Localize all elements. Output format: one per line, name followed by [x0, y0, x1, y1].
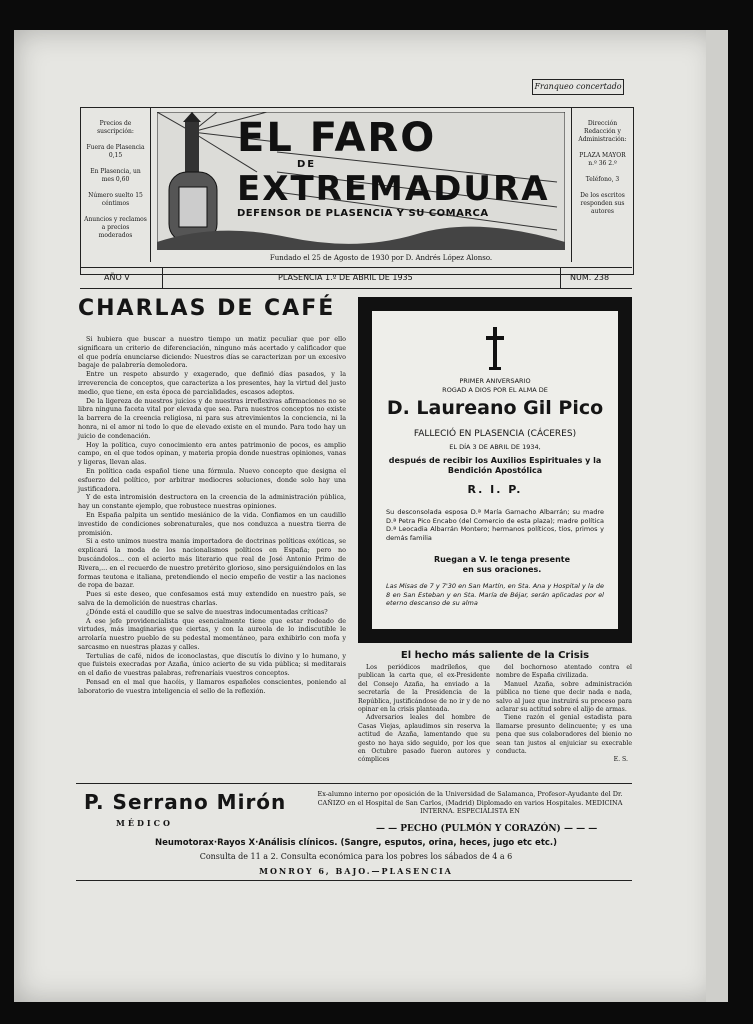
article-title: CHARLAS DE CAFÉ — [78, 296, 336, 321]
obituary-sacraments: después de recibir los Auxilios Espirituales y la Bendición Apostólica — [388, 456, 602, 475]
obituary-masses: Las Misas de 7 y 7'30 en San Martín, en Sta. Ana y Hospital y la de 8 en San Esteban y en Sta. María de Béjar, serán aplicadas por el eterno descanso de su alma — [386, 582, 604, 607]
ad-address: MONROY 6, BAJO.—PLASENCIA — [259, 866, 453, 876]
price-line: Fuera de Plasencia 0,15 — [86, 144, 145, 159]
crisis-column-1 — [358, 664, 490, 765]
doctor-advertisement — [76, 783, 632, 881]
obituary-family: Su desconsolada esposa D.ª María Garnacho Albarrán; su madre D.ª Petra Pico Encabo (del Comercio de esta plaza); madre política D.ª Leocadia Albarrán Montero; hermanos políticos, tíos, primos y demás familia — [386, 508, 604, 542]
ad-doctor-name: P. Serrano Mirón — [84, 790, 287, 814]
issue-year: AÑO V — [104, 273, 130, 282]
article-paragraph: Y de esta intromisión destructora en la creencia de la administración pública, hay un constante ejemplo, que robustece nuestras opiniones. — [78, 493, 346, 511]
article-paragraph: En España palpita un sentido mesiánico de la vida. Confiamos en un caudillo investido de condiciones sobrenaturales, que nos conduzca a nuestra tierra de promisión. — [78, 510, 346, 537]
crisis-title: El hecho más saliente de la Crisis — [400, 650, 590, 661]
article-paragraph: Si a esto unimos nuestra manía importadora de doctrinas políticas exóticas, se explicará la moda de los nacionalismos políticos en España; pero no buscándolos... con el acierto más literario que real de José Antonio Primo de Rivera,... en el recuerdo de nuestro pretérito glorioso, sino persiguiéndolos en las formas teutona e italiana, pretendiendo el necio empeño de vestir a las naciones de ropa de bazar. — [78, 537, 346, 590]
crisis-paragraph: Tiene razón el genial estadista para llamarse presunto delincuente; y es una pena que sus colaboradores del bienio no sean tan justos al enjuiciar su execrable conducta. — [496, 714, 632, 756]
newspaper-title — [237, 116, 567, 220]
title-line-1: EL FARO — [237, 115, 437, 161]
obituary-rip: R. I. P. — [467, 483, 523, 496]
title-de: DE — [297, 159, 317, 170]
price-line: En Plasencia, un mes 0,60 — [90, 168, 141, 183]
ad-consult-hours: Consulta de 11 a 2. Consulta económica para los pobres los sábados de 4 a 6 — [199, 852, 513, 861]
article-paragraph: De la ligereza de nuestros juicios y de nuestras irreflexivas afirmaciones no se libra ninguna faceta vital por elevada que sea. Para nuestros conceptos no existe la barrera de la creencia religiosa, ni para sus atrevimientos la conciencia, ni la honra, ni el amor ni todo lo que de elevado existe en el mundo. Para todo hay un juicio de condenación. — [78, 396, 346, 440]
administration-info — [571, 108, 633, 262]
article-paragraph: En política cada español tiene una fórmula. Nuevo concepto que designa el esfuerzo del político, por arbitrar mediocres soluciones, donde solo hay una justificadora. — [78, 466, 346, 493]
obituary-notice — [358, 297, 632, 643]
article-paragraph: Hoy la política, cuyo conocimiento era antes patrimonio de pocos, es amplio campo, en el que todos opinan, y materia propia donde nuestras opiniones, vanas y ligeras, llevan alas. — [78, 440, 346, 467]
obituary-inner — [372, 311, 618, 629]
issue-bar — [80, 267, 632, 289]
postage-stamp-label: Franqueo concertado — [532, 79, 624, 95]
article-paragraph: ¿Dónde está el caudillo que se salve de nuestras indocumentadas críticas? — [86, 607, 328, 616]
article-paragraph: Pensad en el mal que hacéis, y llamaros españoles conscientes, poniendo al laboratorio de vuestra inteligencia el sello de la reflexión. — [78, 678, 346, 695]
masthead — [80, 107, 634, 275]
admin-line: Dirección Redacción y Administración: — [578, 120, 627, 143]
founded-line: Fundado el 25 de Agosto de 1930 por D. Andrés López Alonso. — [269, 254, 493, 262]
issue-date: PLASENCIA 1.º DE ABRIL DE 1935 — [278, 273, 413, 282]
crisis-paragraph: Los periódicos madrileños, que publican la carta que, el ex-Presidente del Consejo Azaña, ha enviado a la secretaría de la Presidencia de la República, justificándose de no ir y de no opinar en la crisis planteada. — [358, 664, 490, 714]
ad-title: MÉDICO — [116, 818, 173, 828]
subtitle: DEFENSOR DE PLASENCIA Y SU COMARCA — [237, 208, 489, 219]
crisis-paragraph: Manuel Azaña, sobre administración pública no tiene que decir nada e nada, salvo al juez que instruirá su proceso para aclarar su actitud sobre el alijo de armas. — [496, 680, 632, 714]
crisis-signature: E. S. — [613, 756, 628, 764]
ad-credentials: Ex-alumno interno por oposición de la Universidad de Salamanca, Profesor-Ayudante del Dr. CAÑIZO en el Hospital de San Carlos, (Madrid) Diplomado en varios Hospitales. MEDICINA INTERNA. ESPECIALISTA EN — [317, 790, 623, 815]
obituary-rogad: ROGAD A DIOS POR EL ALMA DE — [442, 386, 548, 394]
page-edge — [706, 30, 728, 1002]
article-body — [78, 335, 346, 696]
cross-icon — [485, 327, 505, 371]
ad-tests: Neumotorax·Rayos X·Análisis clínicos. (Sangre, esputos, orina, heces, jugo etc etc.) — [154, 838, 558, 848]
price-line: Número suelto 15 céntimos — [88, 192, 143, 207]
admin-line: De los escritos responden sus autores — [580, 192, 625, 215]
divider — [560, 268, 561, 288]
article-paragraph: Pues si este deseo, que confesamos está muy extendido en nuestro país, se salva de la demolición de nuestras charlas. — [78, 590, 346, 607]
obituary-died: FALLECIÓ EN PLASENCIA (CÁCERES) — [413, 429, 577, 439]
masthead-logo — [157, 112, 565, 250]
ad-specialty: — — PECHO (PULMÓN Y CORAZÓN) — — — — [376, 824, 598, 834]
admin-line: Teléfono, 3 — [585, 176, 620, 183]
article-paragraph: Tertulias de café, nidos de iconoclastas, que discutís lo divino y lo humano, y que fuisteis execradas por Azaña, único acierto de su vida pública; si meditarais en el daño de vuestras palabras, refrenaríais vuestros conceptos. — [78, 651, 346, 678]
obituary-date: EL DÍA 3 DE ABRIL DE 1934, — [449, 443, 541, 451]
crisis-paragraph: del bochornoso atentado contra el nombre de España civilizada. — [496, 664, 632, 680]
obituary-anniversary: PRIMER ANIVERSARIO — [459, 377, 531, 385]
issue-number: NUM. 238 — [570, 273, 610, 282]
article-paragraph: Entre un respeto absurdo y exagerado, que definió días pasados, y la irreverencia de conceptos, que caracteriza a los presentes, hay la virtud del justo medio, que tiene, en esta época de parcialidades, escasos adeptos. — [78, 370, 346, 396]
article-paragraph: A ese jefe providencialista que esencialmente tiene que estar rodeado de virtudes, más imaginarias que ciertas, y con la aureola de lo indiscutible le arrolaría nuestro pueblo de su pedestal momentáneo, para exhibirlo con mofa y sarcasmo en nuestras plazas y calles. — [78, 616, 346, 651]
obituary-prayer: Ruegan a V. le tenga presente en sus oraciones. — [433, 555, 571, 574]
subscription-prices — [81, 108, 151, 262]
title-line-2: EXTREMADURA — [237, 169, 550, 209]
admin-line: PLAZA MAYOR n.º 36 2.º — [579, 152, 626, 167]
divider — [162, 268, 163, 288]
crisis-paragraph: Adversarios leales del hombre de Casas Viejas, aplaudimos sin reserva la actitud de Azaña, lamentando que su gesto no haya sido seguido, por los que en Octubre pasado fueron autores y cómplices — [358, 714, 490, 764]
crisis-column-2 — [496, 664, 632, 765]
price-line: Anuncios y reclamos a precios moderados — [84, 216, 147, 239]
price-line: Precios de suscripción: — [97, 120, 134, 135]
obituary-name: D. Laureano Gil Pico — [386, 397, 604, 419]
article-paragraph: Si hubiera que buscar a nuestro tiempo un matiz peculiar que por ello significara un criterio de diferenciación, ninguno más acertado y calificador que el que podría enunciarse diciendo: Nuestros días se caracterizan por un excesivo bagaje de palabrería demoledora. — [78, 335, 346, 370]
